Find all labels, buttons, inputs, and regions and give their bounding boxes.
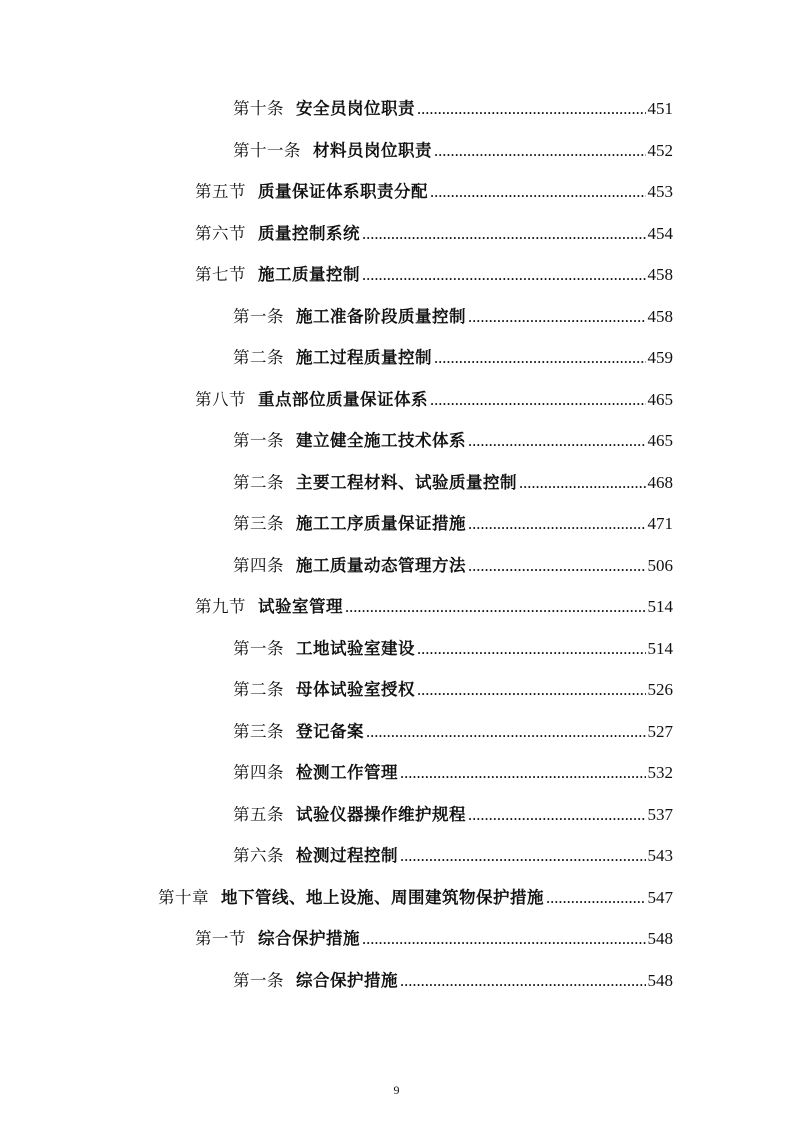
toc-entry[interactable] <box>158 877 673 918</box>
toc-entry-title: 质量控制系统 <box>258 223 360 243</box>
dot-leader <box>468 420 646 461</box>
toc-entry-number: 第六条 <box>233 846 284 865</box>
toc-entry-title: 建立健全施工技术体系 <box>296 431 466 450</box>
toc-entry-title: 试验仪器操作维护规程 <box>296 804 466 824</box>
dot-leader <box>468 296 646 337</box>
toc-entry-number: 第七节 <box>195 265 246 284</box>
toc-entry[interactable] <box>233 420 673 461</box>
toc-entry-number: 第三条 <box>233 514 284 533</box>
toc-entry[interactable] <box>233 545 673 586</box>
toc-entry-page: 459 <box>647 348 673 367</box>
toc-entry-number: 第一条 <box>233 638 284 658</box>
toc-entry-number: 第六节 <box>195 223 246 243</box>
toc-entry-page: 537 <box>647 804 673 824</box>
toc-entry-number: 第四条 <box>233 555 284 575</box>
dot-leader <box>400 752 646 793</box>
toc-entry[interactable] <box>195 213 673 254</box>
dot-leader <box>546 877 646 918</box>
toc-entry-page: 452 <box>647 140 673 160</box>
toc-entry-page: 454 <box>647 223 673 243</box>
toc-entry-page: 527 <box>647 721 673 741</box>
toc-entry[interactable] <box>233 835 673 876</box>
toc-entry-number: 第二条 <box>233 680 284 699</box>
toc-entry-title: 施工质量控制 <box>258 265 360 284</box>
dot-leader <box>430 379 646 420</box>
toc-entry-number: 第九节 <box>195 597 246 616</box>
toc-entry[interactable] <box>195 171 673 212</box>
toc-entry-number: 第五节 <box>195 182 246 201</box>
toc-entry-page: 451 <box>647 99 673 118</box>
toc-entry-title: 主要工程材料、试验质量控制 <box>296 472 517 492</box>
toc-entry-title: 综合保护措施 <box>296 970 398 990</box>
toc-entry-page: 468 <box>647 472 673 492</box>
toc-entry-page: 543 <box>647 846 673 865</box>
dot-leader <box>519 462 646 503</box>
toc-entry-title: 登记备案 <box>296 721 364 741</box>
toc-entry-title: 试验室管理 <box>258 597 343 616</box>
dot-leader <box>434 130 646 171</box>
toc-entry[interactable] <box>233 503 673 544</box>
toc-entry[interactable] <box>195 254 673 295</box>
toc-entry-title: 工地试验室建设 <box>296 638 415 658</box>
dot-leader <box>362 213 646 254</box>
toc-entry-page: 506 <box>647 555 673 575</box>
dot-leader <box>400 835 646 876</box>
toc-entry[interactable] <box>233 794 673 835</box>
toc-entry-page: 471 <box>647 514 673 533</box>
toc-entry[interactable] <box>233 296 673 337</box>
toc-entry-title: 检测工作管理 <box>296 763 398 782</box>
toc-entry-page: 458 <box>647 265 673 284</box>
dot-leader <box>362 254 646 295</box>
toc-entry-number: 第八节 <box>195 389 246 409</box>
toc-entry-number: 第十一条 <box>233 140 301 160</box>
toc-entry-page: 532 <box>647 763 673 782</box>
toc-entry-number: 第一节 <box>195 929 246 948</box>
toc-entry-page: 526 <box>647 680 673 699</box>
dot-leader <box>345 586 646 627</box>
toc-entry-number: 第一条 <box>233 306 284 326</box>
toc-entry-number: 第一条 <box>233 431 284 450</box>
toc-entry-title: 地下管线、地上设施、周围建筑物保护措施 <box>221 887 544 907</box>
toc-entry-title: 施工过程质量控制 <box>296 348 432 367</box>
toc-entry[interactable] <box>233 752 673 793</box>
toc-entry-number: 第二条 <box>233 472 284 492</box>
toc-entry-title: 材料员岗位职责 <box>313 140 432 160</box>
toc-entry-page: 458 <box>647 306 673 326</box>
toc-entry[interactable] <box>233 960 673 1001</box>
toc-entry[interactable] <box>233 628 673 669</box>
toc-entry-page: 548 <box>647 929 673 948</box>
toc-entry[interactable] <box>233 130 673 171</box>
toc-entry[interactable] <box>195 918 673 959</box>
toc-entry-number: 第一条 <box>233 970 284 990</box>
toc-entry-number: 第二条 <box>233 348 284 367</box>
dot-leader <box>417 628 646 669</box>
toc-entry-title: 安全员岗位职责 <box>296 99 415 118</box>
dot-leader <box>362 918 646 959</box>
toc-entry-title: 重点部位质量保证体系 <box>258 389 428 409</box>
toc-entry-number: 第五条 <box>233 804 284 824</box>
toc-entry[interactable] <box>195 379 673 420</box>
page-number: 9 <box>393 1083 400 1097</box>
dot-leader <box>468 503 646 544</box>
dot-leader <box>400 960 646 1001</box>
toc-entry-page: 548 <box>647 970 673 990</box>
toc-entry-page: 465 <box>647 389 673 409</box>
toc-entry-title: 施工准备阶段质量控制 <box>296 306 466 326</box>
toc-entry[interactable] <box>233 88 673 129</box>
toc-entry[interactable] <box>233 462 673 503</box>
dot-leader <box>417 669 646 710</box>
toc-entry[interactable] <box>233 337 673 378</box>
toc-entry-number: 第十章 <box>158 887 209 907</box>
toc-entry-title: 检测过程控制 <box>296 846 398 865</box>
dot-leader <box>430 171 646 212</box>
toc-entry-number: 第四条 <box>233 763 284 782</box>
toc-entry-page: 547 <box>647 887 673 907</box>
toc-entry-page: 514 <box>647 597 673 616</box>
dot-leader <box>366 711 646 752</box>
toc-entry-page: 514 <box>647 638 673 658</box>
toc-entry-title: 施工质量动态管理方法 <box>296 555 466 575</box>
toc-entry[interactable] <box>233 669 673 710</box>
dot-leader <box>468 794 646 835</box>
toc-entry-page: 465 <box>647 431 673 450</box>
toc-entry[interactable] <box>233 711 673 752</box>
toc-entry-number: 第三条 <box>233 721 284 741</box>
toc-entry-title: 母体试验室授权 <box>296 680 415 699</box>
toc-entry[interactable] <box>195 586 673 627</box>
toc-entry-title: 综合保护措施 <box>258 929 360 948</box>
toc-entry-page: 453 <box>647 182 673 201</box>
toc-entry-title: 施工工序质量保证措施 <box>296 514 466 533</box>
toc-entry-title: 质量保证体系职责分配 <box>258 182 428 201</box>
dot-leader <box>417 88 646 129</box>
dot-leader <box>468 545 646 586</box>
toc-entry-number: 第十条 <box>233 99 284 118</box>
dot-leader <box>434 337 646 378</box>
